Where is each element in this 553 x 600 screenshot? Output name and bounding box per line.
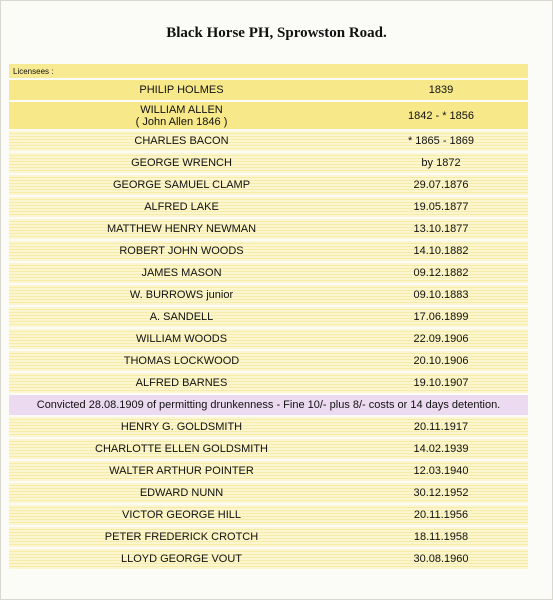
licensee-date: 14.02.1939 xyxy=(413,443,469,455)
licensee-date: 20.10.1906 xyxy=(413,355,469,367)
licensee-date: 20.11.1917 xyxy=(413,421,469,433)
licensee-date: 1839 xyxy=(428,84,454,96)
table-row xyxy=(9,102,528,129)
table-row xyxy=(9,439,528,459)
licensee-date: 22.09.1906 xyxy=(413,333,469,345)
table-row xyxy=(9,329,528,349)
licensees-table xyxy=(9,64,528,571)
table-row xyxy=(9,175,528,195)
licensee-name: WILLIAM WOODS xyxy=(135,333,228,345)
table-row xyxy=(9,527,528,547)
table-row xyxy=(9,131,528,151)
licensee-name: W. BURROWS junior xyxy=(129,289,234,301)
table-row xyxy=(9,219,528,239)
licensee-date: 12.03.1940 xyxy=(413,465,469,477)
table-row xyxy=(9,417,528,437)
licensee-date: 1842 - * 1856 xyxy=(407,109,475,122)
licensees-label: Licensees : xyxy=(13,66,54,76)
licensee-date: 19.10.1907 xyxy=(413,377,469,389)
table-row xyxy=(9,483,528,503)
licensee-name: GEORGE WRENCH xyxy=(131,157,232,169)
licensees-header xyxy=(9,64,528,78)
licensee-name: MATTHEW HENRY NEWMAN xyxy=(106,223,257,235)
table-row xyxy=(9,263,528,283)
table-row xyxy=(9,549,528,569)
licensee-name: CHARLOTTE ELLEN GOLDSMITH xyxy=(95,443,268,455)
licensee-name: CHARLES BACON xyxy=(134,135,229,147)
table-row xyxy=(9,461,528,481)
page-title: Black Horse PH, Sprowston Road. xyxy=(166,25,387,41)
table-row xyxy=(9,153,528,173)
table-row xyxy=(9,505,528,525)
licensee-name: EDWARD NUNN xyxy=(139,487,224,499)
licensee-name: GEORGE SAMUEL CLAMP xyxy=(112,179,251,191)
licensee-date: 29.07.1876 xyxy=(413,179,469,191)
licensee-date: 30.12.1952 xyxy=(413,487,469,499)
licensee-name: THOMAS LOCKWOOD xyxy=(123,355,240,367)
licensee-date: 14.10.1882 xyxy=(413,245,469,257)
licensee-name: PHILIP HOLMES xyxy=(139,84,224,96)
conviction-note-text: Convicted 28.08.1909 of permitting drunkenness - Fine 10/- plus 8/- costs or 14 days detention. xyxy=(36,399,501,411)
licensee-date: 20.11.1956 xyxy=(413,509,469,521)
table-row xyxy=(9,307,528,327)
licensee-date: 17.06.1899 xyxy=(413,311,469,323)
licensee-name: LLOYD GEORGE VOUT xyxy=(120,553,243,565)
conviction-note xyxy=(9,395,528,415)
table-row xyxy=(9,197,528,217)
licensee-name: ALFRED LAKE xyxy=(144,201,219,213)
table-row xyxy=(9,80,528,100)
licensee-name: WALTER ARTHUR POINTER xyxy=(109,465,254,477)
licensee-name: A. SANDELL xyxy=(149,311,214,323)
licensee-name: ROBERT JOHN WOODS xyxy=(119,245,244,257)
table-row xyxy=(9,373,528,393)
licensee-date: 18.11.1958 xyxy=(413,531,469,543)
licensee-date: 13.10.1877 xyxy=(413,223,469,235)
licensee-name: WILLIAM ALLEN ( John Allen 1846 ) xyxy=(135,103,228,128)
licensee-date: 30.08.1960 xyxy=(413,553,469,565)
licensee-date: * 1865 - 1869 xyxy=(407,135,475,147)
licensee-name: PETER FREDERICK CROTCH xyxy=(104,531,259,543)
licensee-name: ALFRED BARNES xyxy=(135,377,228,389)
table-row xyxy=(9,285,528,305)
licensee-date: 09.10.1883 xyxy=(413,289,469,301)
licensee-name: JAMES MASON xyxy=(141,267,222,279)
licensee-name: VICTOR GEORGE HILL xyxy=(122,509,241,521)
table-row xyxy=(9,351,528,371)
licensee-date: 19.05.1877 xyxy=(413,201,469,213)
licensee-date: by 1872 xyxy=(421,157,461,169)
table-row xyxy=(9,241,528,261)
licensee-name: HENRY G. GOLDSMITH xyxy=(120,421,243,433)
licensee-date: 09.12.1882 xyxy=(413,267,469,279)
